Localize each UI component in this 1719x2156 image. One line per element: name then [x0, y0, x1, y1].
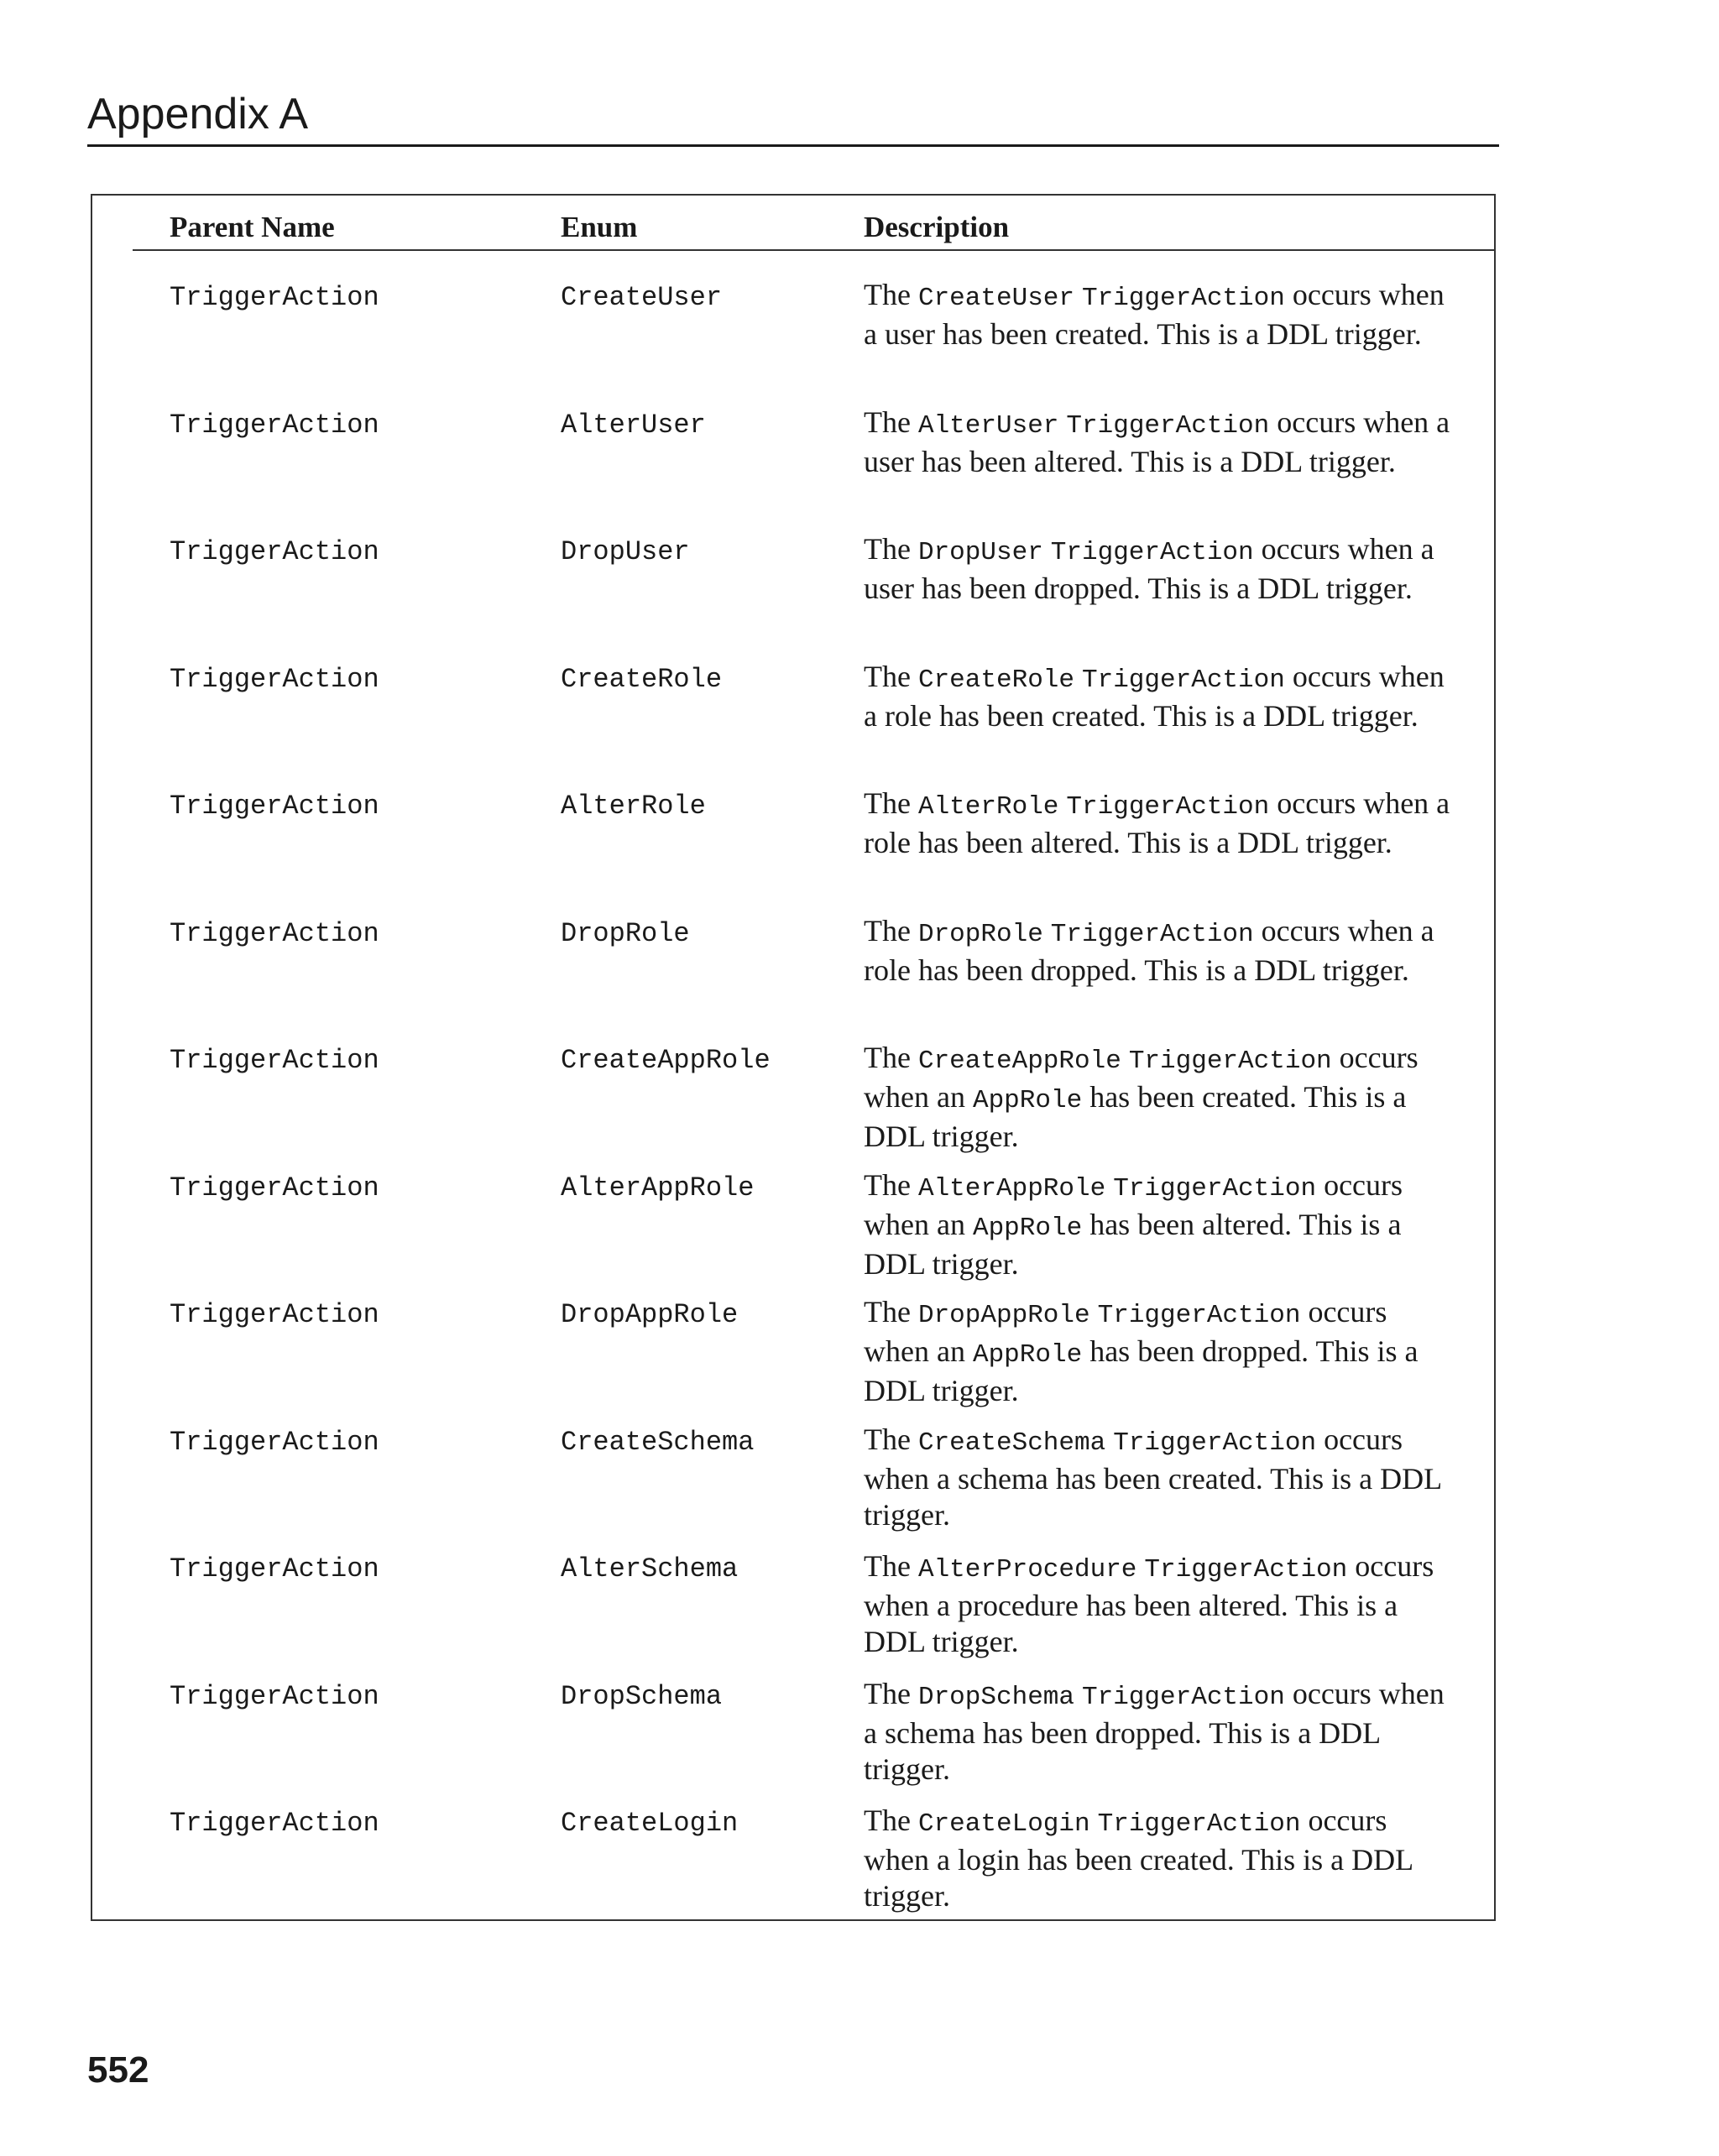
code-term: DropAppRole [917, 1301, 1090, 1330]
description-text: The [864, 659, 918, 693]
description-text: The [864, 1295, 918, 1329]
code-term: TriggerAction [1050, 919, 1254, 949]
code-term: TriggerAction [1082, 284, 1285, 313]
code-term: TriggerAction [1082, 665, 1285, 695]
cell-description [864, 531, 1460, 607]
cell-enum: DropRole [561, 917, 690, 949]
description-text: occurs when a role has been dropped. This is a DDL trigger. [864, 913, 1434, 987]
cell-enum: CreateAppRole [561, 1045, 771, 1076]
description-text [1105, 1168, 1113, 1202]
table-row [0, 1548, 1719, 1676]
cell-enum: DropAppRole [561, 1299, 739, 1330]
code-term: DropRole [917, 919, 1043, 949]
cell-enum: CreateLogin [561, 1808, 739, 1839]
table-row [0, 1040, 1719, 1167]
description-text: occurs when a user has been altered. This is a DDL trigger. [864, 405, 1450, 478]
description-text: The [864, 1422, 918, 1456]
cell-parent-name: TriggerAction [170, 536, 379, 567]
description-text [1090, 1295, 1098, 1329]
cell-description [864, 1040, 1460, 1155]
code-term: TriggerAction [1050, 538, 1254, 567]
description-text: occurs when a role has been created. This is a DDL trigger. [864, 659, 1445, 733]
cell-parent-name: TriggerAction [170, 1426, 379, 1458]
table-row [0, 277, 1719, 405]
table-row [0, 531, 1719, 659]
description-text: The [864, 405, 918, 439]
cell-parent-name: TriggerAction [170, 1808, 379, 1839]
table-row [0, 1167, 1719, 1295]
code-term: CreateSchema [917, 1428, 1106, 1458]
code-term: CreateRole [917, 665, 1074, 695]
code-term: DropSchema [917, 1682, 1074, 1712]
code-term: CreateUser [917, 284, 1074, 313]
description-text: The [864, 786, 918, 820]
description-text: occurs when a schema has been dropped. This is a DDL trigger. [864, 1676, 1445, 1786]
code-term: AppRole [972, 1213, 1083, 1243]
description-text: has been altered. This is a DDL trigger. [864, 1207, 1402, 1281]
table-body [0, 277, 1719, 1930]
cell-enum: AlterUser [561, 409, 706, 441]
table-row [0, 405, 1719, 532]
cell-description [864, 1803, 1460, 1914]
table-row [0, 1676, 1719, 1804]
code-term: TriggerAction [1144, 1555, 1348, 1584]
description-text: The [864, 1804, 918, 1837]
code-term: AppRole [972, 1086, 1083, 1115]
description-text: The [864, 532, 918, 566]
cell-parent-name: TriggerAction [170, 1680, 379, 1712]
column-header-enum: Enum [561, 211, 638, 243]
cell-description [864, 1548, 1460, 1660]
column-header-description: Description [864, 211, 1010, 243]
description-text [1043, 532, 1051, 566]
code-term: AlterProcedure [917, 1555, 1137, 1584]
description-text: The [864, 913, 918, 947]
cell-description [864, 659, 1460, 734]
cell-parent-name: TriggerAction [170, 663, 379, 695]
description-text: The [864, 1041, 918, 1074]
table-row [0, 786, 1719, 913]
cell-parent-name: TriggerAction [170, 1299, 379, 1330]
table-header-rule [133, 249, 1496, 251]
description-text [1074, 660, 1082, 693]
code-term: TriggerAction [1113, 1173, 1317, 1203]
cell-parent-name: TriggerAction [170, 917, 379, 949]
description-text: has been dropped. This is a DDL trigger. [864, 1334, 1419, 1407]
code-term: TriggerAction [1066, 410, 1270, 441]
code-term: AlterAppRole [917, 1173, 1106, 1203]
cell-enum: AlterSchema [561, 1553, 739, 1584]
code-term: TriggerAction [1097, 1809, 1301, 1839]
code-term: CreateAppRole [917, 1047, 1121, 1076]
cell-description [864, 913, 1460, 989]
page-header-title: Appendix A [87, 90, 309, 138]
code-term: AlterUser [917, 410, 1059, 441]
description-text: The [864, 278, 918, 311]
table-row [0, 1294, 1719, 1422]
column-header-parent-name: Parent Name [170, 211, 335, 243]
description-text: occurs when a login has been created. This is a DDL trigger. [864, 1804, 1413, 1913]
code-term: AlterRole [917, 792, 1059, 822]
table-row [0, 913, 1719, 1041]
code-term: TriggerAction [1066, 792, 1270, 822]
page-number: 552 [87, 2049, 149, 2091]
description-text [1121, 1041, 1129, 1074]
cell-parent-name: TriggerAction [170, 1172, 379, 1203]
cell-enum: DropSchema [561, 1680, 723, 1712]
description-text: The [864, 1549, 918, 1583]
cell-description [864, 1294, 1460, 1409]
description-text [1043, 914, 1051, 947]
cell-enum: AlterRole [561, 791, 706, 822]
table-row [0, 1422, 1719, 1549]
code-term: TriggerAction [1097, 1301, 1301, 1330]
description-text: The [864, 1676, 918, 1710]
description-text: has been created. This is a DDL trigger. [864, 1080, 1407, 1153]
cell-enum: CreateSchema [561, 1426, 755, 1458]
table-row [0, 1803, 1719, 1930]
cell-enum: DropUser [561, 536, 690, 567]
cell-parent-name: TriggerAction [170, 282, 379, 313]
description-text: occurs when a role has been altered. This is a DDL trigger. [864, 786, 1450, 859]
header-rule [87, 144, 1499, 147]
description-text: occurs when an [864, 1041, 1419, 1114]
cell-parent-name: TriggerAction [170, 1045, 379, 1076]
description-text: occurs when a schema has been created. This is a DDL trigger. [864, 1422, 1441, 1532]
code-term: TriggerAction [1128, 1047, 1332, 1076]
cell-description [864, 277, 1460, 352]
description-text: occurs when a user has been created. This is a DDL trigger. [864, 278, 1445, 351]
code-term: CreateLogin [917, 1809, 1090, 1839]
table-row [0, 659, 1719, 786]
cell-enum: CreateUser [561, 282, 723, 313]
cell-parent-name: TriggerAction [170, 1553, 379, 1584]
code-term: DropUser [917, 538, 1043, 567]
description-text [1074, 278, 1082, 311]
cell-enum: CreateRole [561, 663, 723, 695]
description-text [1105, 1423, 1113, 1456]
code-term: AppRole [972, 1340, 1083, 1370]
description-text: occurs when an [864, 1295, 1387, 1368]
description-text: The [864, 1167, 918, 1202]
cell-description [864, 786, 1460, 861]
code-term: TriggerAction [1082, 1682, 1285, 1712]
cell-parent-name: TriggerAction [170, 409, 379, 441]
description-text [1090, 1804, 1098, 1837]
cell-enum: AlterAppRole [561, 1172, 755, 1203]
cell-description [864, 405, 1460, 480]
description-text [1074, 1677, 1082, 1710]
description-text: occurs when a procedure has been altered. This is a DDL trigger. [864, 1549, 1434, 1658]
description-text: occurs when an [864, 1167, 1403, 1241]
cell-parent-name: TriggerAction [170, 791, 379, 822]
cell-description [864, 1422, 1460, 1533]
cell-description [864, 1167, 1460, 1282]
description-text: occurs when a user has been dropped. This is a DDL trigger. [864, 532, 1434, 605]
cell-description [864, 1676, 1460, 1788]
code-term: TriggerAction [1113, 1428, 1317, 1458]
